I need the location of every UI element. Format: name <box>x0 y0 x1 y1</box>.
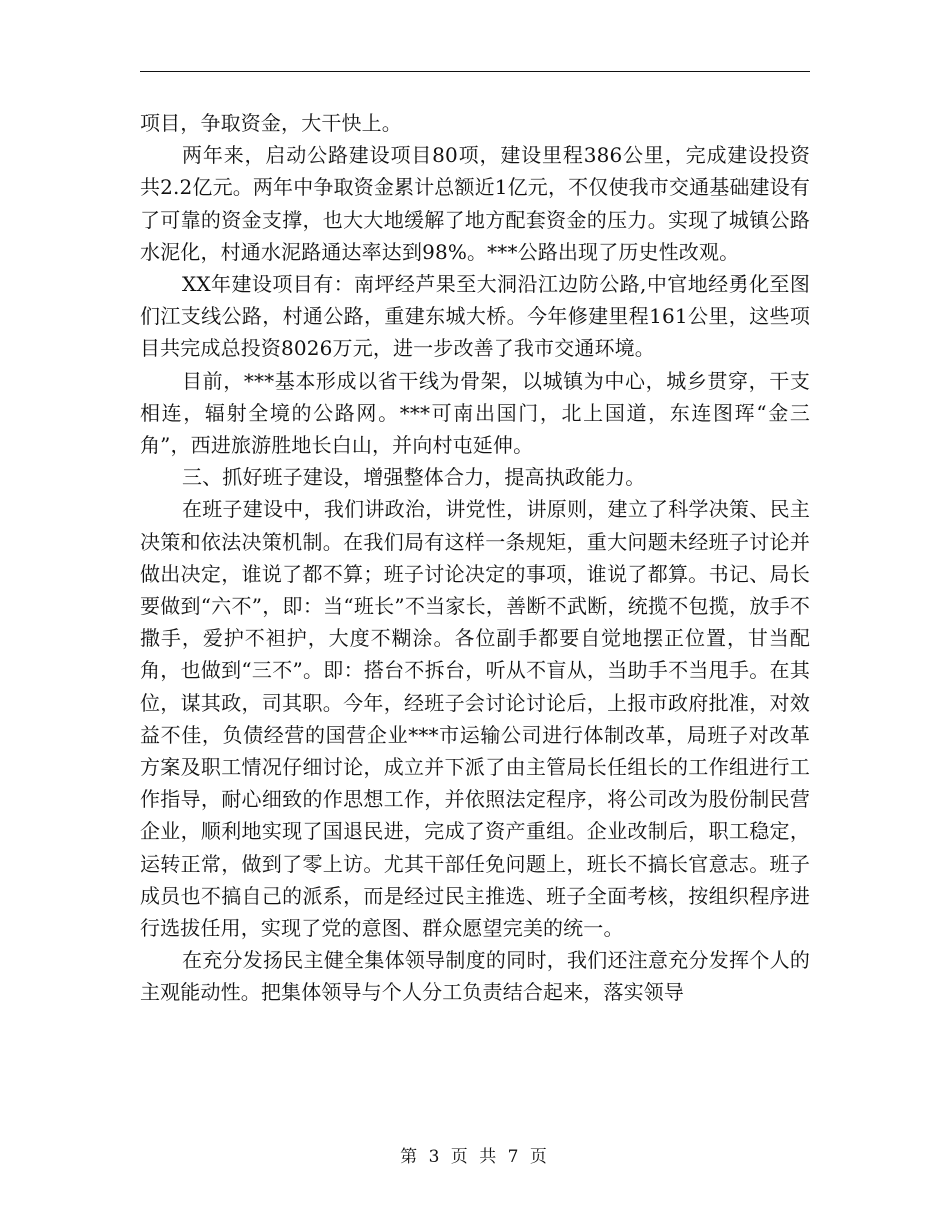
section-heading-team-building: 三、抓好班子建设，增强整体合力，提高执政能力。 <box>182 465 646 490</box>
paragraph-team-building: 在班子建设中，我们讲政治，讲党性，讲原则，建立了科学决策、民主决策和依法决策机制。在我们局有这样一条规矩，重大问题未经班子讨论并做出决定，谁说了都不算；班子讨论决定的事项，谁说了都算。书记、局长要做到“六不”，即：当“班长”不当家长，善断不武断，统揽不包揽，放手不撒手，爱护不袒护，大度不糊涂。各位副手都要自觉地摆正位置，甘当配角，也做到“三不”。即：搭台不拆台，听从不盲从，当助手不当甩手。在其位，谋其政，司其职。今年，经班子会讨论讨论后，上报市政府批准，对效益不佳，负债经营的国营企业***市运输公司进行体制改革，局班子对改革方案及职工情况仔细讨论，成立并下派了由主管局长任组长的工作组进行工作指导，耐心细致的作思想工作，并依照法定程序，将公司改为股份制民营企业，顺利地实现了国退民进，完成了资产重组。企业改制后，职工稳定，运转正常，做到了零上访。尤其干部任免问题上，班长不搞长官意志。班子成员也不搞自己的派系，而是经过民主推选、班子全面考核，按组织程序进行选拔任用，实现了党的意图、群众愿望完美的统一。 <box>140 497 810 941</box>
paragraph-road-construction-results: 两年来，启动公路建设项目80项，建设里程386公里，完成建设投资共2.2亿元。两年中争取资金累计总额近1亿元，不仅使我市交通基础建设有了可靠的资金支撑，也大大地缓解了地方配套资金的压力。实现了城镇公路水泥化，村通水泥路通达率达到98%。***公路出现了历史性改观。 <box>140 143 810 264</box>
document-body <box>140 107 810 1009</box>
paragraph-collective-leadership: 在充分发扬民主健全集体领导制度的同时，我们还注意充分发挥个人的主观能动性。把集体领导与个人分工负责结合起来，落实领导 <box>140 948 810 1005</box>
paragraph-construction-projects: XX年建设项目有：南坪经芦果至大洞沿江边防公路,中官地经勇化至图们江支线公路，村通公路，重建东城大桥。今年修建里程161公里，这些项目共完成总投资8026万元，进一步改善了我市交通环境。 <box>140 272 810 361</box>
header-rule <box>140 71 810 72</box>
paragraph-project-funding: 项目，争取资金，大干快上。 <box>140 111 402 135</box>
page-number-footer: 第 3 页 共 7 页 <box>400 1147 550 1167</box>
paragraph-road-network: 目前，***基本形成以省干线为骨架，以城镇为中心，城乡贯穿，干支相连，辐射全境的公路网。***可南出国门，北上国道，东连图珲“金三角”，西进旅游胜地长白山，并向村屯延伸。 <box>140 368 810 458</box>
